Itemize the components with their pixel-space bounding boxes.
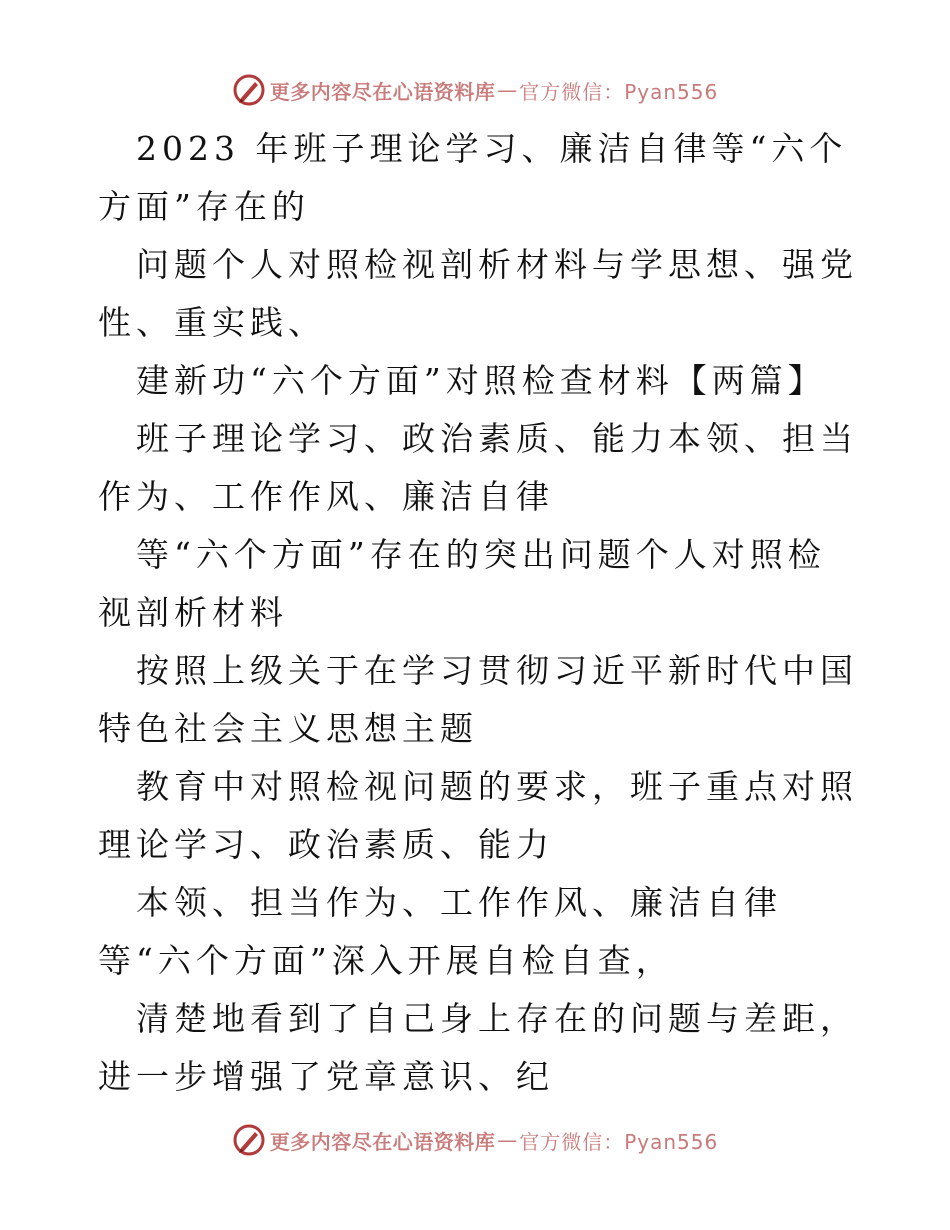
footer-separator: — [497,1128,518,1152]
header-wechat-text: 官方微信：Pyan556 [519,79,719,104]
footer-site-text: 更多内容尽在心语资料库 [269,1129,496,1154]
paragraph: 问题个人对照检视剖析材料与学思想、强党性、重实践、 [98,245,858,342]
paragraph: 按照上级关于在学习贯彻习近平新时代中国特色社会主义思想主题 [98,651,858,748]
paragraph: 班子理论学习、政治素质、能力本领、担当作为、工作作风、廉洁自律 [98,419,858,516]
pen-logo-icon [232,73,266,107]
pen-logo-icon [232,1123,266,1157]
header-banner [0,70,950,110]
paragraph: 等“六个方面”存在的突出问题个人对照检视剖析材料 [98,535,826,632]
paragraph: 2023 年班子理论学习、廉洁自律等“六个方面”存在的 [98,129,848,226]
header-separator: — [497,78,518,102]
document-body [98,120,858,1106]
paragraph: 本领、担当作为、工作作风、廉洁自律等“六个方面”深入开展自检自查， [98,883,782,980]
paragraph: 建新功“六个方面”对照检查材料【两篇】 [136,361,826,400]
footer-wechat-text: 官方微信：Pyan556 [519,1129,719,1154]
paragraph: 教育中对照检视问题的要求，班子重点对照理论学习、政治素质、能力 [98,767,858,864]
footer-banner [0,1120,950,1160]
paragraph: 清楚地看到了自己身上存在的问题与差距，进一步增强了党章意识、纪 [98,999,858,1096]
header-site-text: 更多内容尽在心语资料库 [269,79,496,104]
